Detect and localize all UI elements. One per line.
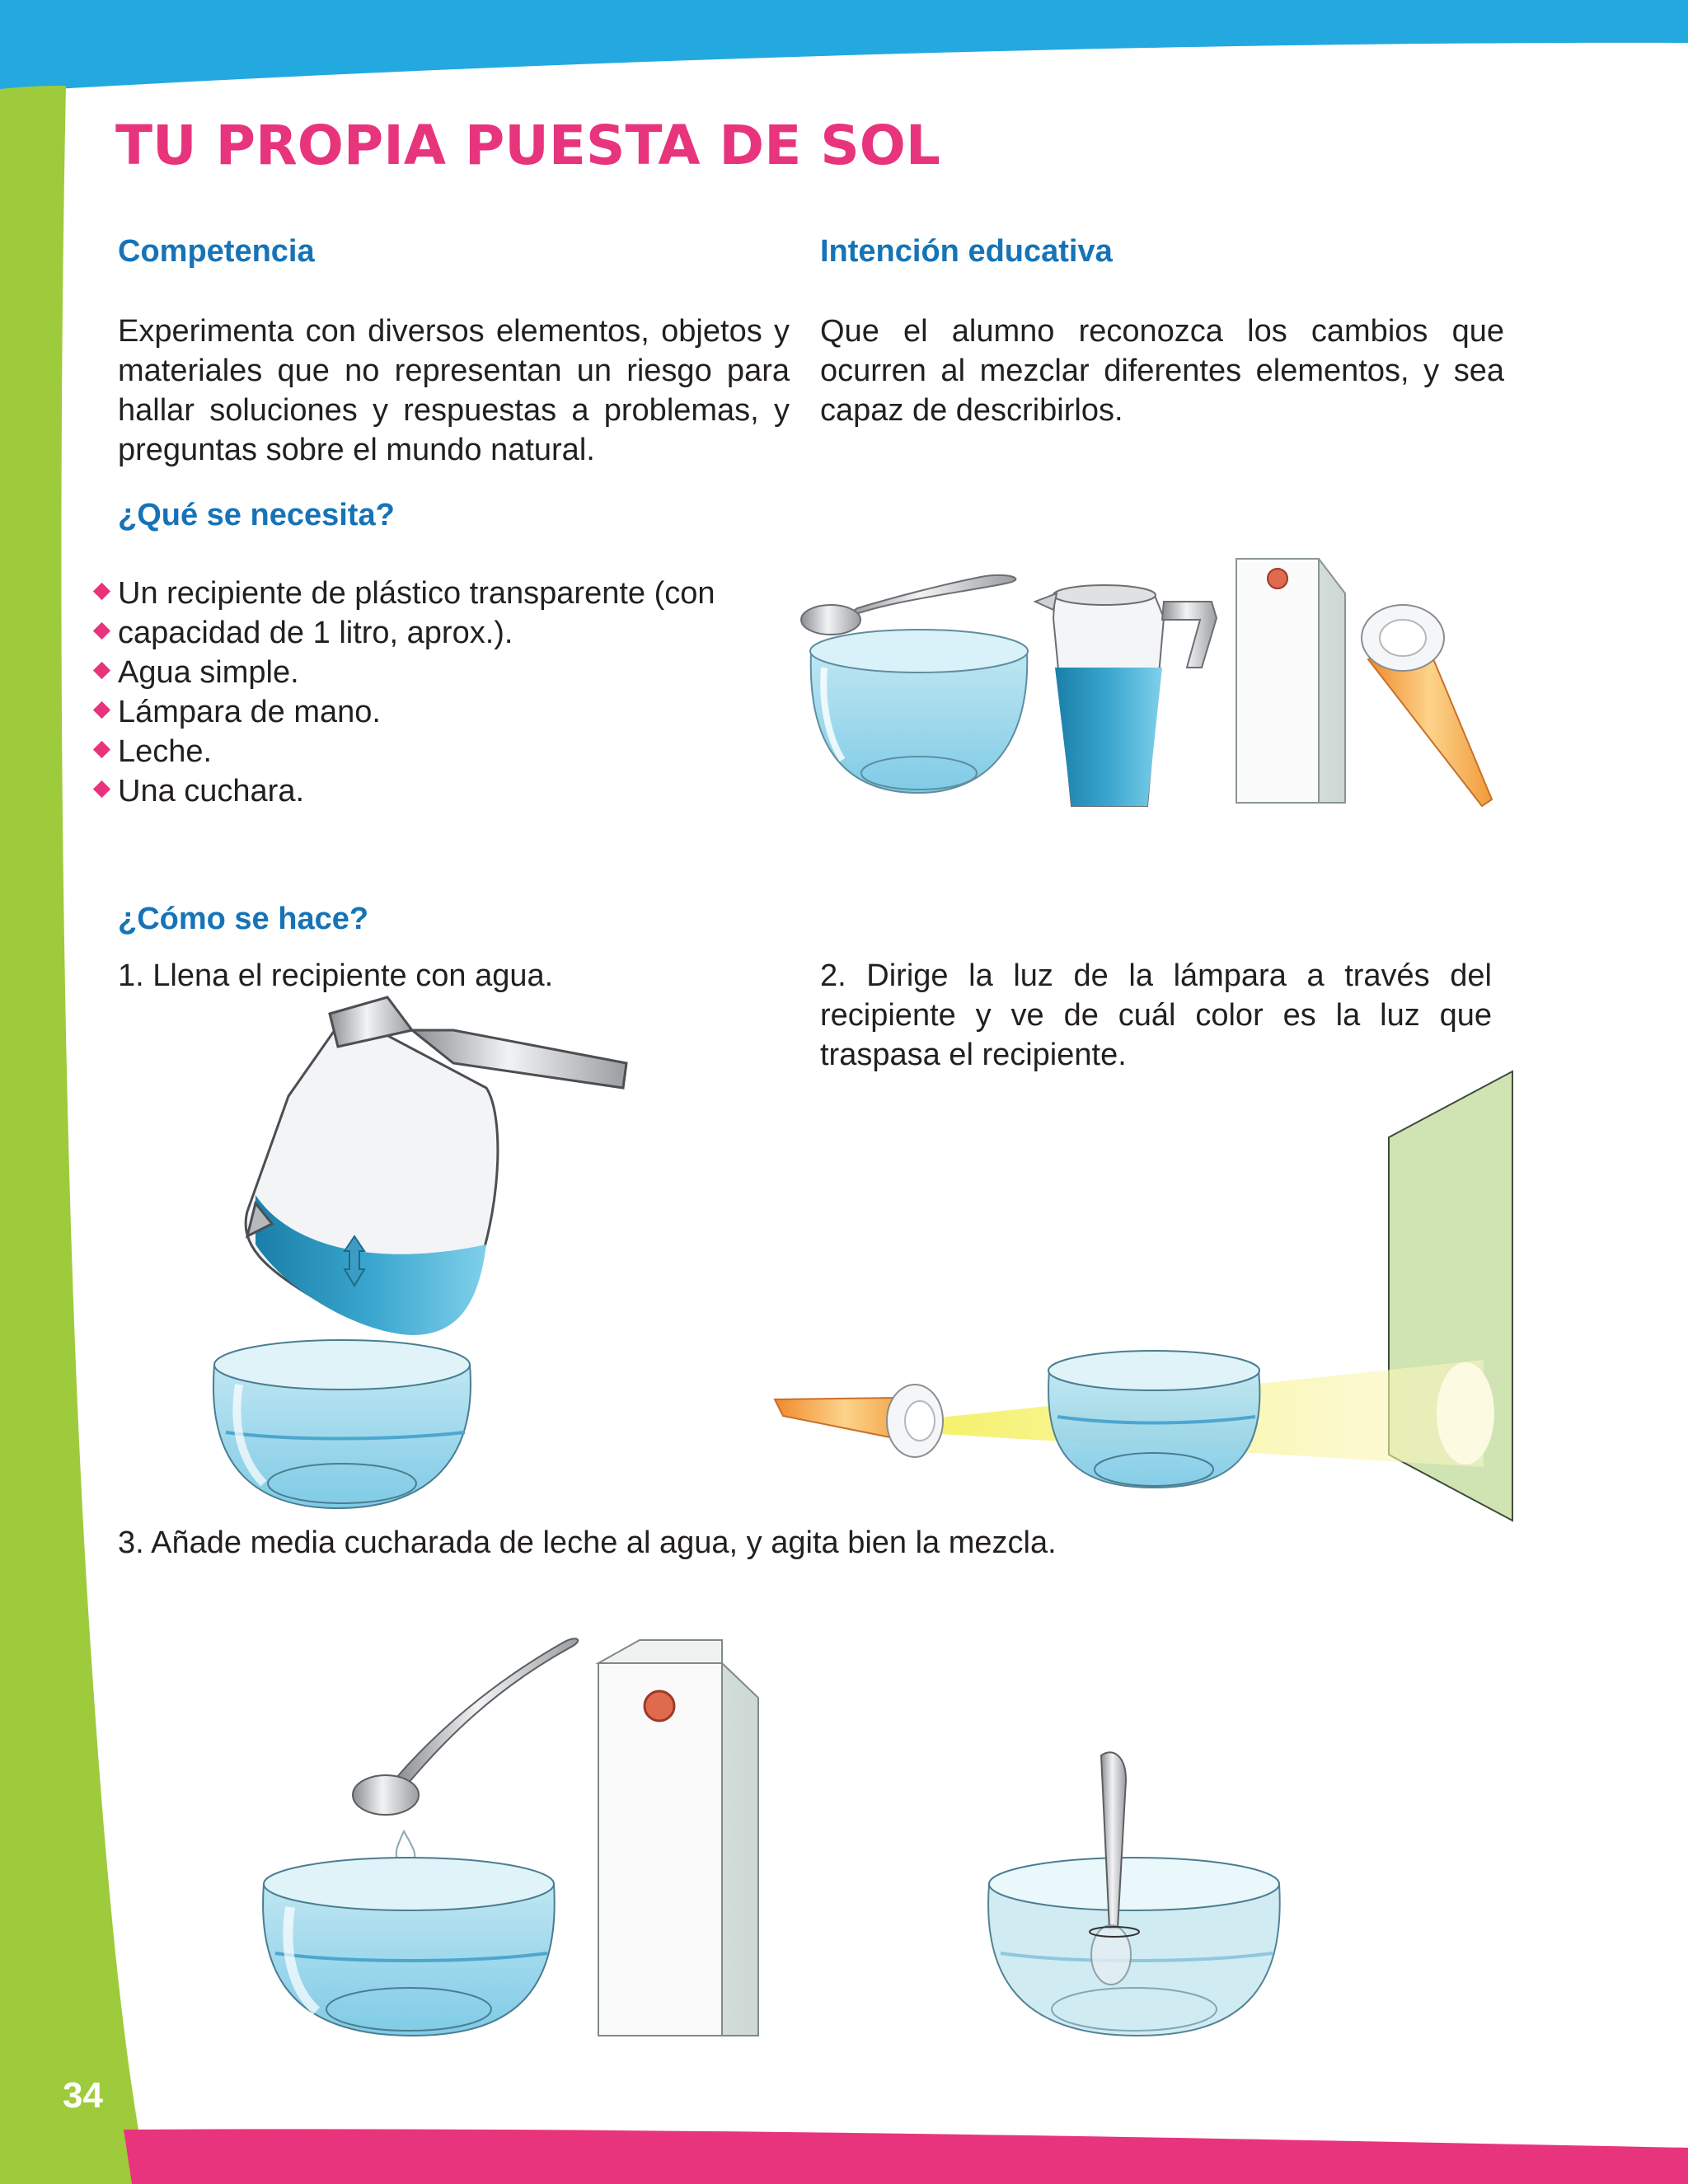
competencia-heading: Competencia: [118, 234, 315, 269]
step-3-text: 3. Añade media cucharada de leche al agua, y agita bien la mezcla.: [118, 1526, 1057, 1560]
list-item: Lámpara de mano.: [118, 692, 715, 732]
bowl-icon: [263, 1858, 555, 2036]
step-1-text: 1. Llena el recipiente con agua.: [118, 958, 554, 993]
stirred-bowl-icon: [988, 1752, 1280, 2036]
flashlight-icon: [1362, 605, 1492, 806]
list-item: Agua simple.: [118, 653, 715, 692]
bowl-icon: [1048, 1351, 1259, 1488]
page-title: TU PROPIA PUESTA DE SOL: [115, 114, 940, 177]
list-item: Leche.: [118, 732, 715, 771]
intencion-text: Que el alumno reconozca los cambios que ocurren al mezclar diferentes elementos, y sea capaz de describirlos.: [820, 314, 1504, 428]
materials-illustration: [791, 544, 1615, 816]
bowl-icon: [810, 630, 1028, 793]
competencia-text: Experimenta con diversos elementos, objetos y materiales que no representan un riesgo para hallar soluciones y respuestas a problemas, y preguntas sobre el mundo natural.: [118, 314, 790, 467]
page-number: 34: [63, 2075, 103, 2116]
intencion-heading: Intención educativa: [820, 234, 1113, 269]
step-1-illustration: [206, 997, 717, 1525]
pitcher-icon: [1035, 585, 1217, 806]
spoon-icon: [801, 575, 1015, 635]
step-2-text: 2. Dirige la luz de la lámpara a través del recipiente y ve de cuál color es la luz que traspasa el recipiente.: [820, 958, 1492, 1072]
materials-heading: ¿Qué se necesita?: [118, 498, 395, 532]
materials-list: [118, 574, 715, 811]
list-item: capacidad de 1 litro, aprox.).: [118, 613, 715, 653]
steps-heading: ¿Cómo se hace?: [118, 902, 369, 936]
list-item: Un recipiente de plástico transparente (con: [118, 574, 715, 613]
bowl-icon: [213, 1340, 471, 1508]
step-3-illustration: [247, 1640, 1360, 2069]
flashlight-icon: [775, 1385, 943, 1457]
step-2-illustration: [775, 1071, 1517, 1533]
pitcher-icon: [246, 997, 626, 1335]
list-item: Una cuchara.: [118, 771, 715, 811]
milk-carton-icon: [598, 1640, 758, 2036]
spoon-icon: [353, 1638, 578, 1815]
milk-carton-icon: [1236, 559, 1345, 803]
